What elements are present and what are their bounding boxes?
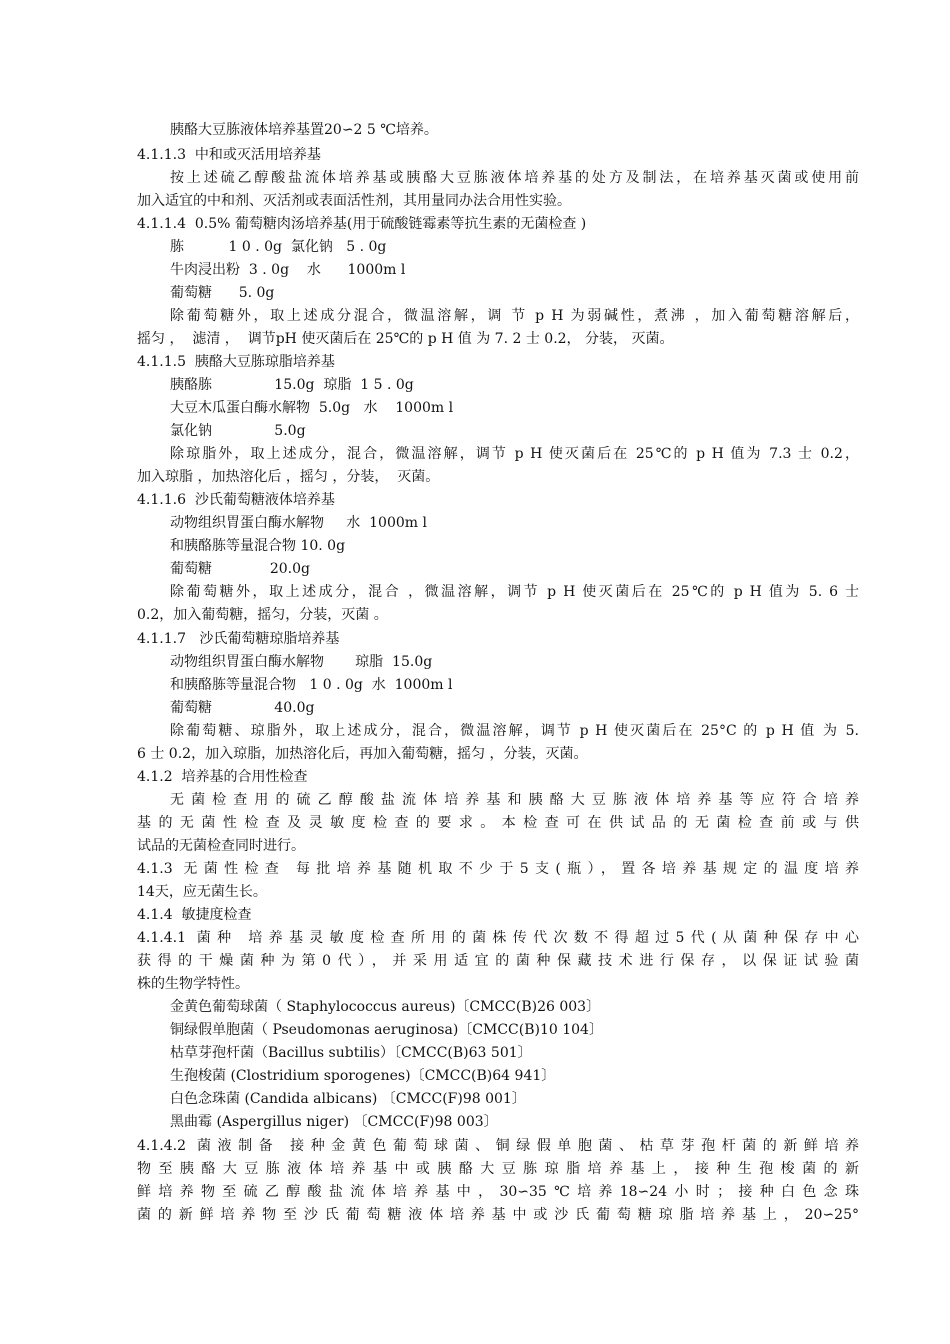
strain-item: 枯草芽孢杆菌（Bacillus subtilis）〔CMCC(B)63 501〕 xyxy=(170,1045,532,1061)
formula-line: 和胰酪胨等量混合物 1 0 . 0g 水 1000m l xyxy=(170,677,453,693)
formula-line: 和胰酪胨等量混合物 10. 0g xyxy=(170,538,346,554)
body-line: 基的无菌性检查及灵敏度检查的要求。本检查可在供试品的无菌检查前或与供 xyxy=(137,815,859,831)
body-line: 无菌检查用的硫乙醇酸盐流体培养基和胰酪大豆胨液体培养基等应符合培养 xyxy=(170,792,859,808)
formula-line: 动物组织胃蛋白酶水解物 水 1000m l xyxy=(170,515,427,531)
formula-line: 动物组织胃蛋白酶水解物 琼脂 15.0g xyxy=(170,654,433,670)
body-line: 6 士 0.2，加入琼脂，加热溶化后，再加入葡萄糖，摇匀 ，分装，灭菌。 xyxy=(137,746,588,762)
formula-line: 葡萄糖 40.0g xyxy=(170,700,315,716)
body-line: 除琼脂外，取上述成分，混合，微温溶解，调节 p H 使灭菌后在 25℃的 p H 值为 7.3 士 0.2， xyxy=(170,446,859,462)
strain-item: 铜绿假单胞菌（ Pseudomonas aeruginosa)〔CMCC(B)10 104〕 xyxy=(170,1022,603,1038)
section-heading: 4.1.2 培养基的合用性检查 xyxy=(137,769,308,785)
formula-line: 大豆木瓜蛋白酶水解物 5.0g 水 1000m l xyxy=(170,400,454,416)
section-heading: 4.1.1.6 沙氏葡萄糖液体培养基 xyxy=(137,492,335,508)
body-line: 4.1.3 无菌性检查 每批培养基随机取不少于5支(瓶），置各培养基规定的温度培养 xyxy=(137,861,859,877)
body-line: 除葡萄糖外，取上述成分，混合 ，微温溶解，调节 p H 使灭菌后在 25℃的 p H 值为 5. 6 士 xyxy=(170,584,859,600)
strain-item: 黑曲霉 (Aspergillus niger) 〔CMCC(F)98 003〕 xyxy=(170,1114,498,1130)
strain-item: 生孢梭菌 (Clostridium sporogenes)〔CMCC(B)64 941〕 xyxy=(170,1068,556,1084)
body-line: 株的生物学特性。 xyxy=(137,976,249,992)
strain-item: 金黄色葡萄球菌（ Staphylococcus aureus)〔CMCC(B)26 003〕 xyxy=(170,999,601,1015)
body-line: 除葡萄糖、琼脂外，取上述成分，混合，微温溶解，调节 p H 使灭菌后在 25°C 的 p H 值 为 5. xyxy=(170,723,859,739)
formula-line: 葡萄糖 20.0g xyxy=(170,561,310,577)
section-heading: 4.1.1.4 0.5% 葡萄糖肉汤培养基(用于硫酸链霉素等抗生素的无菌检查 ) xyxy=(137,216,587,232)
body-line: 物至胰酪大豆胨液体培养基中或胰酪大豆胨琼脂培养基上，接种生孢梭菌的新 xyxy=(137,1161,859,1177)
body-line: 试品的无菌检查同时进行。 xyxy=(137,838,305,854)
section-heading: 4.1.4 敏捷度检查 xyxy=(137,907,252,923)
body-line: 按上述硫乙醇酸盐流体培养基或胰酪大豆胨液体培养基的处方及制法，在培养基灭菌或使用前 xyxy=(170,170,859,186)
section-heading: 4.1.1.3 中和或灭活用培养基 xyxy=(137,147,321,163)
formula-line: 牛肉浸出粉 3 . 0g 水 1000m l xyxy=(170,262,406,278)
body-line: 菌的新鲜培养物至沙氏葡萄糖液体培养基中或沙氏葡萄糖琼脂培养基上，20∽25° xyxy=(137,1207,859,1223)
body-line: 摇匀 ， 滤清 ， 调节pH 使灭菌后在 25℃的 p H 值 为 7. 2 士 0.2， 分装， 灭菌。 xyxy=(137,331,674,347)
body-line: 加入适宜的中和剂、灭活剂或表面活性剂，其用量同办法合用性实验。 xyxy=(137,193,571,209)
section-heading: 4.1.1.7 沙氏葡萄糖琼脂培养基 xyxy=(137,631,340,647)
body-line: 4.1.4.1 菌种 培养基灵敏度检查所用的菌株传代次数不得超过5代(从菌种保存中心 xyxy=(137,930,859,946)
body-line: 14天，应无菌生长。 xyxy=(137,884,267,900)
strain-item: 白色念珠菌 (Candida albicans) 〔CMCC(F)98 001〕 xyxy=(170,1091,526,1107)
body-line: 鲜培养物至硫乙醇酸盐流体培养基中，30∽35℃培养18∽24小时；接种白色念珠 xyxy=(137,1184,859,1200)
body-line: 除葡萄糖外，取上述成分混合，微温溶解，调 节 p H 为弱碱性，煮沸 ，加入葡萄糖溶解后， xyxy=(170,308,859,324)
body-line: 加入琼脂 ，加热溶化后 ，摇匀 ，分装， 灭菌。 xyxy=(137,469,440,485)
body-line: 获得的干燥菌种为第0代），并采用适宜的菌种保藏技术进行保存，以保证试验菌 xyxy=(137,953,859,969)
body-line: 4.1.4.2 菌液制备 接种金黄色葡萄球菌、铜绿假单胞菌、枯草芽孢杆菌的新鲜培养 xyxy=(137,1138,859,1154)
formula-line: 葡萄糖 5. 0g xyxy=(170,285,275,301)
formula-line: 氯化钠 5.0g xyxy=(170,423,306,439)
section-heading: 4.1.1.5 胰酪大豆胨琼脂培养基 xyxy=(137,354,335,370)
formula-line: 胰酪胨 15.0g 琼脂 1 5 . 0g xyxy=(170,377,414,393)
body-line: 胰酪大豆胨液体培养基置20∽2 5 ℃培养。 xyxy=(170,122,438,138)
body-line: 0.2，加入葡萄糖，摇匀，分装，灭菌 。 xyxy=(137,607,388,623)
formula-line: 胨 1 0 . 0g 氯化钠 5 . 0g xyxy=(170,239,387,255)
